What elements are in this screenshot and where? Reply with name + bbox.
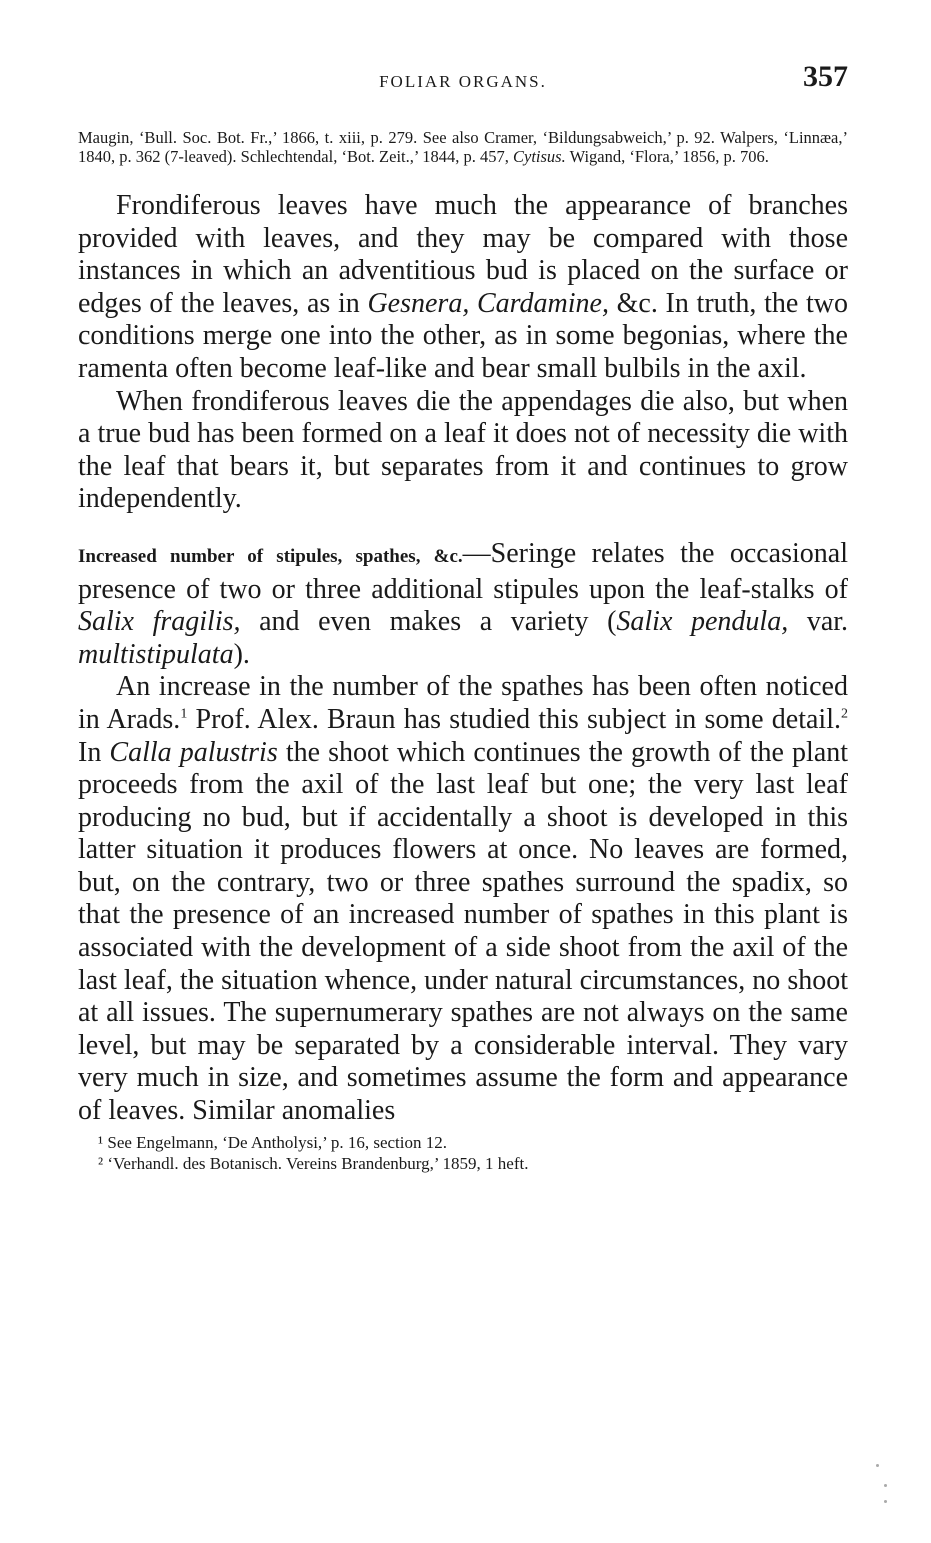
scan-specks (872, 1462, 892, 1522)
paragraph-text: var. (806, 606, 849, 638)
footnotes (78, 1132, 848, 1174)
paragraph-text: the shoot which continues the growth of the plant proceeds from the axil of the last leaf but one; the very last leaf producing no bud, but if accidentally a shoot is developed in this latter situation it produces flowers at once. No leaves are formed, but, on the contrary, two or three spathes surround the spadix, so that the presence of an increased number of spathes in this plant is associated with the development of a side shoot from the axil of the last leaf, the situation whence, under natural circumstances, no shoot at all issues. The supernumerary spathes are not always on the same level, but may be separated by a considerable interval. They vary very much in size, and sometimes assume the form and appearance of leaves. Similar anomalies (78, 736, 849, 1127)
page-header (78, 58, 848, 102)
paragraph-stipules (78, 538, 848, 671)
paragraph-spathes (78, 671, 848, 1127)
paragraph-frondiferous (78, 190, 848, 386)
paragraph-text: and even makes a variety ( (259, 606, 617, 638)
paragraph-text: Prof. Alex. Braun has studied this subject in some detail. (195, 703, 841, 735)
section-heading: Increased number of stipules, spathes, &c. (78, 545, 463, 567)
variety-name: multistipulata (78, 638, 234, 670)
paragraph-text: When frondiferous leaves die the appendages die also, but when a true bud has been formed on a leaf it does not of necessity die with the leaf that bears it, but separates from it and continues to grow independently. (78, 385, 848, 515)
footnote-ref[interactable]: 1 (180, 706, 188, 722)
page-number: 357 (803, 60, 848, 93)
scan-speck (884, 1500, 887, 1503)
paragraph-text: ). (233, 638, 250, 670)
paragraph-text: —Seringe relates the occasional presence of two or three additional stipules upon the leaf-stalks of (78, 537, 848, 605)
reference-text: Wigand, ‘Flora,’ 1856, p. 706. (569, 147, 769, 166)
paragraph-frondiferous-die (78, 386, 848, 516)
running-head: FOLIAR ORGANS. (379, 72, 547, 91)
species-name: Calla palustris (109, 736, 278, 768)
reference-list (78, 128, 848, 166)
scan-speck (876, 1464, 879, 1467)
scan-speck (884, 1484, 887, 1487)
paragraph-text: An increase in the number of the spathes has been often noticed in Arads. (78, 671, 848, 735)
species-name: Salix fragilis, (78, 606, 241, 638)
book-page (78, 58, 848, 1174)
footnote-mark: ² (98, 1153, 104, 1173)
footnote-text: ‘Verhandl. des Botanisch. Vereins Brandenburg,’ 1859, 1 heft. (107, 1153, 529, 1173)
footnote-text: See Engelmann, ‘De Antholysi,’ p. 16, section 12. (107, 1132, 447, 1152)
reference-italic: Cytisus. (513, 147, 566, 166)
footnote-2 (78, 1153, 848, 1174)
footnote-ref[interactable]: 2 (841, 706, 848, 722)
paragraph-text: &c. In truth, the two conditions merge one into the other, as in some begonias, where the ramenta often become leaf-like and bear small bulbils in the axil. (78, 287, 849, 384)
species-name: Salix pendula, (616, 606, 789, 638)
reference-text: Maugin, ‘Bull. Soc. Bot. Fr.,’ 1866, t. xiii, p. 279. See also Cramer, ‘Bildungsabweich,’ p. 92. Walpers, ‘Linnæa,’ 1840, p. 362 (7-leaved). Schlechtendal, ‘Bot. Zeit.,’ 1844, p. 457, (78, 128, 848, 166)
paragraph-text: In (78, 736, 102, 768)
paragraph-text: Frondiferous leaves have much the appearance of branches provided with leaves, and they may be compared with those instances in which an adventitious bud is placed on the surface or edges of the leaves, as in (78, 190, 848, 319)
footnote-mark: ¹ (98, 1132, 104, 1152)
genus-names: Gesnera, Cardamine, (367, 287, 609, 319)
footnote-1 (78, 1132, 848, 1153)
